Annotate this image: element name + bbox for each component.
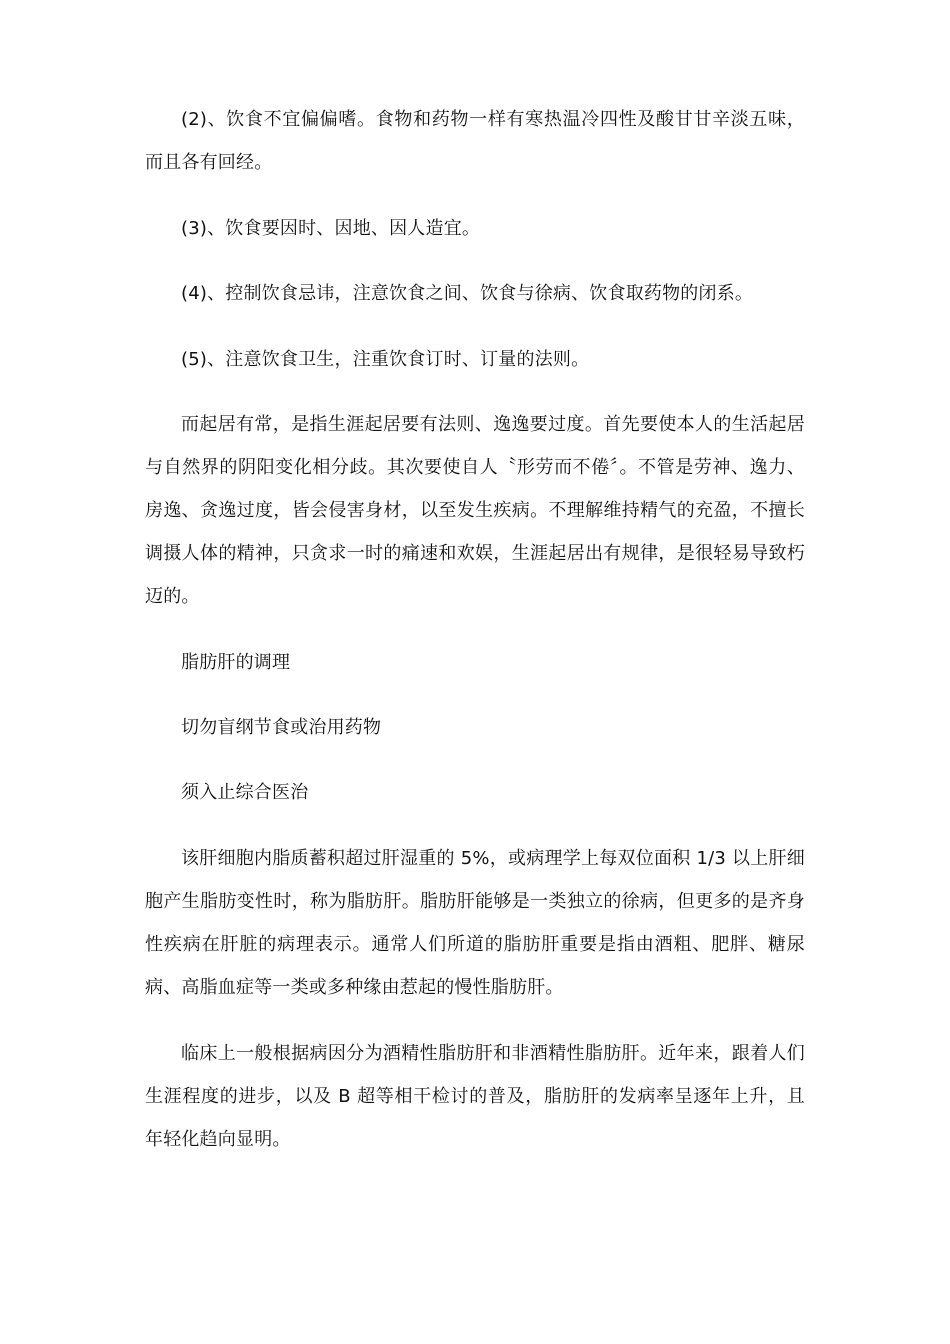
section-heading: 脂肪肝的调理 — [181, 652, 291, 673]
paragraph-item-5: (5)、注意饮食卫生，注重饮食订时、订量的法则。 — [181, 349, 590, 370]
paragraph-definition: 该肝细胞内脂质蓄积超过肝湿重的 5%，或病理学上每双位面积 1/3 以上肝细胞产生脂肪变性时，称为脂肪肝。脂肪肝能够是一类独立的徐病，但更多的是齐身性疾病在肝脏的病理表示。通常人们所道的脂肪肝重要是指由酒粗、肥胖、糖尿病、高脂血症等一类或多种缘由惹起的慢性脂肪肝。 — [145, 848, 805, 998]
sub-heading-2: 须入止综合医治 — [181, 782, 309, 803]
paragraph-classification: 临床上一般根据病因分为酒精性脂肪肝和非酒精性脂肪肝。近年来，跟着人们生涯程度的进步，以及 B 超等相干检讨的普及，脂肪肝的发病率呈逐年上升，且年轻化趋向显明。 — [145, 1043, 805, 1150]
paragraph-daily-routine: 而起居有常，是指生涯起居要有法则、逸逸要过度。首先要使本人的生活起居与自然界的阴阳变化相分歧。其次要使自人〝形劳而不倦〞。不管是劳神、逸力、房逸、贪逸过度，皆会侵害身材，以至发生疾病。不理解维持精气的充盈，不擅长调摄人体的精神，只贪求一时的痛速和欢娱，生涯起居出有规律，是很轻易导致朽迈的。 — [145, 414, 805, 607]
paragraph-item-2: (2)、饮食不宜偏偏嗜。食物和药物一样有寒热温冷四性及酸甘甘辛淡五味，而且各有回经。 — [145, 109, 805, 173]
paragraph-item-3: (3)、饮食要因时、因地、因人造宜。 — [181, 218, 481, 239]
paragraph-item-4: (4)、控制饮食忌讳，注意饮食之间、饮食与徐病、饮食取药物的闭系。 — [181, 283, 754, 304]
sub-heading-1: 切勿盲纲节食或治用药物 — [181, 717, 382, 738]
